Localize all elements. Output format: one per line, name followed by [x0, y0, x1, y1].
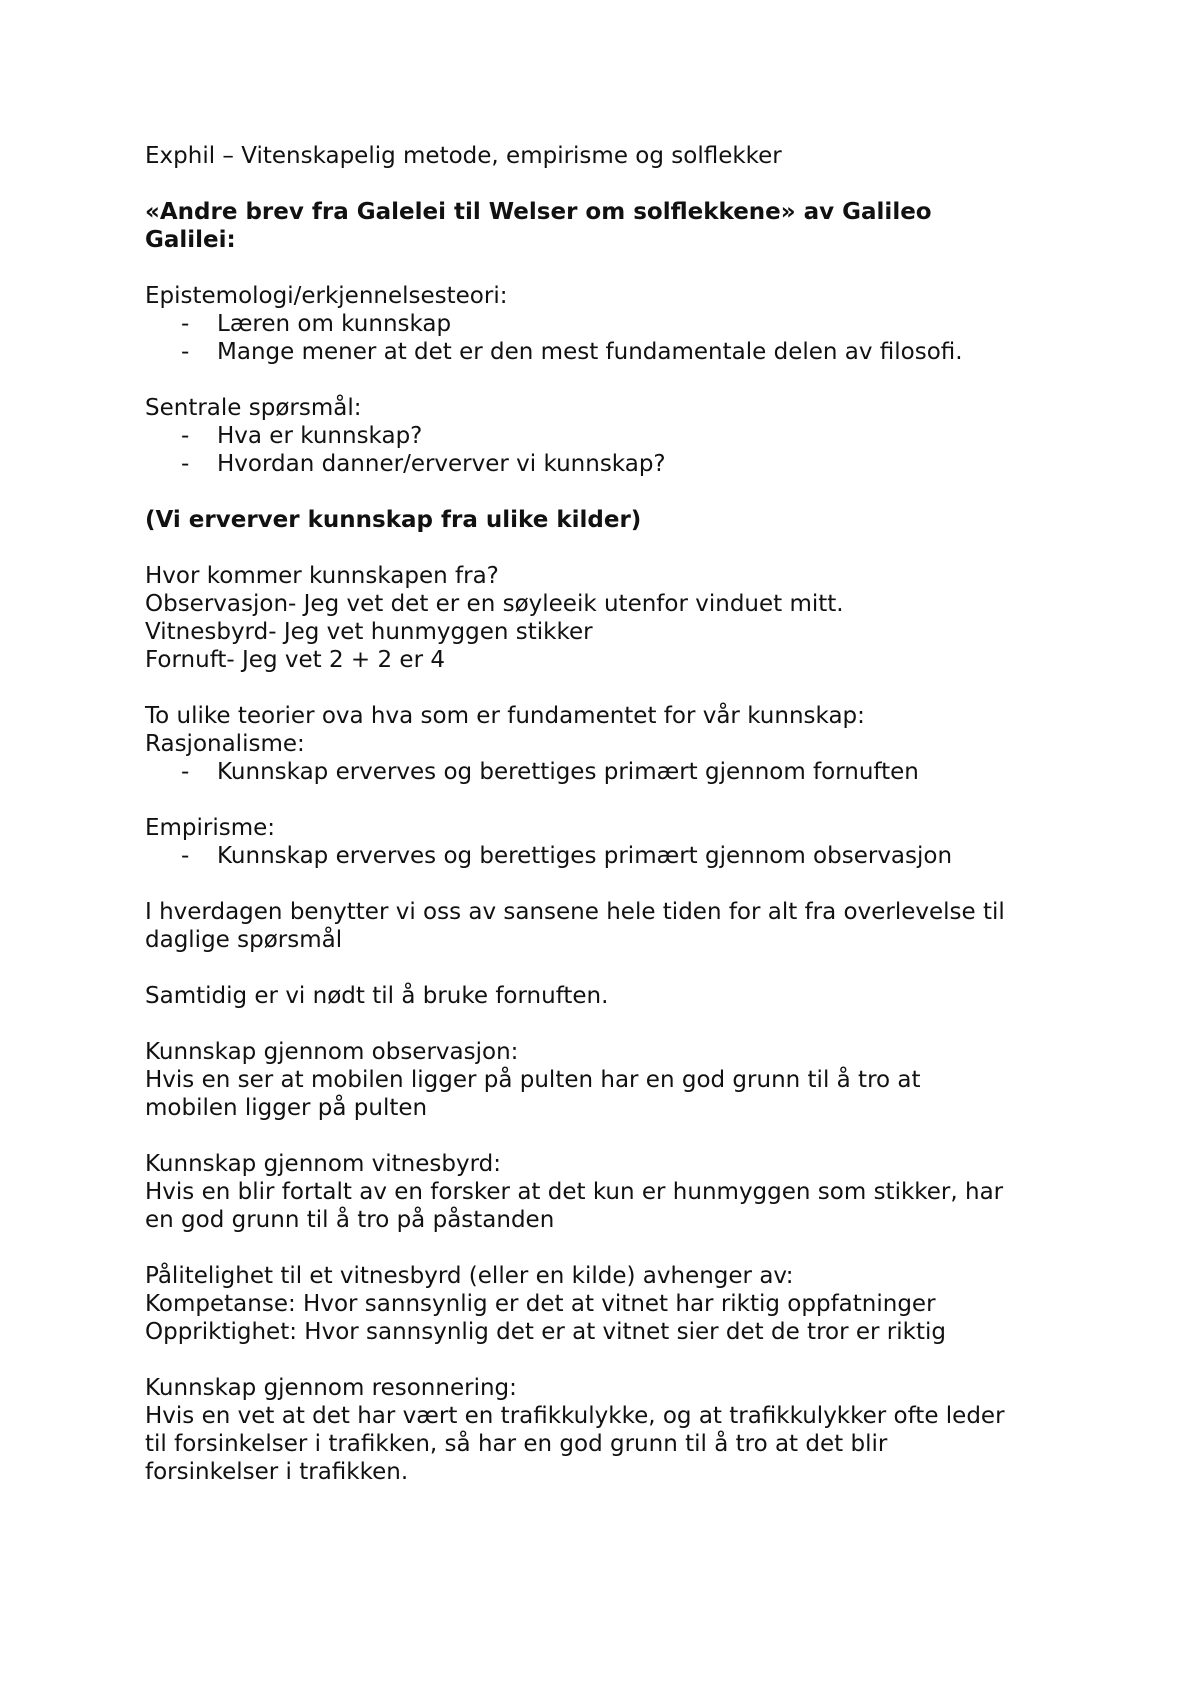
spacer [145, 366, 1075, 394]
bullet-text: Mange mener at det er den mest fundamentale delen av filosofi. [217, 339, 963, 365]
spacer [145, 674, 1075, 702]
paragraph-line: To ulike teorier ova hva som er fundamentet for vår kunnskap: [145, 703, 865, 729]
bullet-dash: - [181, 339, 190, 365]
spacer [145, 1122, 1075, 1150]
section-heading-empirisme: Empirisme: [145, 815, 276, 841]
paragraph-line: til forsinkelser i trafikken, så har en god grunn til å tro at det blir [145, 1431, 888, 1457]
paragraph-line: Hvis en blir fortalt av en forsker at det kun er hunmyggen som stikker, har [145, 1179, 1004, 1205]
document-page [145, 142, 1075, 1486]
bullet-item [145, 758, 1075, 786]
paragraph-line: Observasjon- Jeg vet det er en søyleeik utenfor vinduet mitt. [145, 591, 844, 617]
bullet-dash: - [181, 759, 190, 785]
bullet-text: Kunnskap erverves og berettiges primært gjennom fornuften [217, 759, 919, 785]
spacer [145, 254, 1075, 282]
paragraph-line: mobilen ligger på pulten [145, 1095, 428, 1121]
spacer [145, 1010, 1075, 1038]
paragraph-line: Hvis en ser at mobilen ligger på pulten har en god grunn til å tro at [145, 1067, 921, 1093]
section-heading-sources: Hvor kommer kunnskapen fra? [145, 563, 499, 589]
bullet-text: Hvordan danner/erverver vi kunnskap? [217, 451, 666, 477]
paragraph-line: Samtidig er vi nødt til å bruke fornuften. [145, 983, 609, 1009]
paragraph-line: Hvis en vet at det har vært en trafikkulykke, og at trafikkulykker ofte leder [145, 1403, 1005, 1429]
bullet-text: Hva er kunnskap? [217, 423, 423, 449]
paragraph-line: forsinkelser i trafikken. [145, 1459, 409, 1485]
document-title: Exphil – Vitenskapelig metode, empirisme og solflekker [145, 143, 782, 169]
document-subtitle: «Andre brev fra Galelei til Welser om solflekkene» av Galileo [145, 199, 932, 225]
bullet-item [145, 842, 1075, 870]
bold-note: (Vi erverver kunnskap fra ulike kilder) [145, 507, 642, 533]
paragraph-line: en god grunn til å tro på påstanden [145, 1207, 555, 1233]
bullet-item [145, 422, 1075, 450]
spacer [145, 170, 1075, 198]
paragraph-line: Oppriktighet: Hvor sannsynlig det er at vitnet sier det de tror er riktig [145, 1319, 946, 1345]
spacer [145, 478, 1075, 506]
paragraph-line: daglige spørsmål [145, 927, 343, 953]
section-heading-palitelighet: Pålitelighet til et vitnesbyrd (eller en kilde) avhenger av: [145, 1263, 794, 1289]
section-heading-sentrale: Sentrale spørsmål: [145, 395, 362, 421]
bullet-text: Læren om kunnskap [217, 311, 452, 337]
bullet-dash: - [181, 843, 190, 869]
bullet-text: Kunnskap erverves og berettiges primært gjennom observasjon [217, 843, 953, 869]
spacer [145, 1234, 1075, 1262]
document-subtitle-cont: Galilei: [145, 227, 236, 253]
section-heading-epistemologi: Epistemologi/erkjennelsesteori: [145, 283, 508, 309]
paragraph-line: Kompetanse: Hvor sannsynlig er det at vitnet har riktig oppfatninger [145, 1291, 936, 1317]
section-heading-rasjonalisme: Rasjonalisme: [145, 731, 305, 757]
spacer [145, 534, 1075, 562]
section-heading-observasjon: Kunnskap gjennom observasjon: [145, 1039, 519, 1065]
bullet-dash: - [181, 451, 190, 477]
bullet-item [145, 338, 1075, 366]
bullet-item [145, 310, 1075, 338]
spacer [145, 1346, 1075, 1374]
bullet-dash: - [181, 423, 190, 449]
bullet-dash: - [181, 311, 190, 337]
paragraph-line: I hverdagen benytter vi oss av sansene hele tiden for alt fra overlevelse til [145, 899, 1005, 925]
spacer [145, 954, 1075, 982]
section-heading-resonnering: Kunnskap gjennom resonnering: [145, 1375, 517, 1401]
paragraph-line: Vitnesbyrd- Jeg vet hunmyggen stikker [145, 619, 593, 645]
spacer [145, 786, 1075, 814]
section-heading-vitnesbyrd: Kunnskap gjennom vitnesbyrd: [145, 1151, 501, 1177]
paragraph-line: Fornuft- Jeg vet 2 + 2 er 4 [145, 647, 445, 673]
spacer [145, 870, 1075, 898]
bullet-item [145, 450, 1075, 478]
